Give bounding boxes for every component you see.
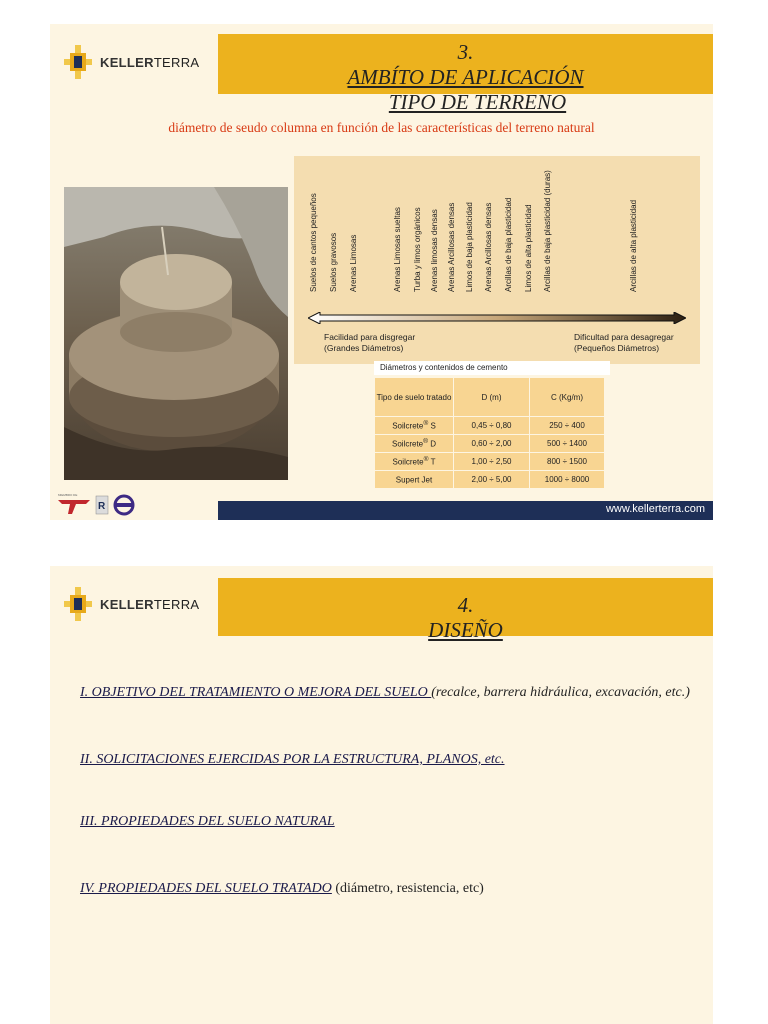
cell-type: Supert Jet bbox=[395, 475, 433, 485]
cell-suffix: S bbox=[428, 421, 436, 431]
soil-label: Arenas Limosas sueltas bbox=[393, 207, 402, 292]
keller-star-icon bbox=[62, 585, 94, 623]
title-text: DISEÑO bbox=[428, 618, 503, 642]
table-row bbox=[375, 471, 605, 489]
soil-label: Turba y limos orgánicos bbox=[413, 207, 422, 292]
soil-types-panel bbox=[294, 156, 700, 364]
list-item bbox=[80, 751, 690, 768]
list-item bbox=[80, 880, 690, 897]
cell-sup: ® bbox=[423, 456, 429, 464]
cell-d: 1,00 ÷ 2,50 bbox=[454, 453, 530, 471]
soil-label: Arenas Arcillosas densas bbox=[447, 202, 456, 292]
title-line-1: AMBÍTO DE APLICACIÓN bbox=[347, 65, 584, 89]
cell-sup: ® bbox=[423, 420, 429, 428]
table-row bbox=[375, 453, 605, 471]
soil-label: Limos de baja plasticidad bbox=[465, 202, 474, 292]
arrow-left-label bbox=[324, 332, 415, 354]
logo-keller: KELLER bbox=[100, 54, 154, 70]
cell-c: 800 ÷ 1500 bbox=[530, 453, 605, 471]
title-number: 3. bbox=[457, 40, 474, 64]
logo-keller: KELLER bbox=[100, 596, 154, 612]
title-line-2: TIPO DE TERRENO bbox=[388, 90, 567, 114]
cell-suffix: T bbox=[428, 457, 436, 467]
gradient-arrow bbox=[308, 312, 686, 324]
logo-terra: TERRA bbox=[153, 54, 200, 70]
svg-text:MIEMBRO DE: MIEMBRO DE bbox=[58, 493, 78, 497]
cell-type: Soilcrete bbox=[391, 439, 424, 449]
cell-sup: ® bbox=[423, 438, 429, 446]
cell-c: 500 ÷ 1400 bbox=[530, 435, 605, 453]
kellerterra-logo bbox=[62, 584, 199, 624]
soil-label: Arcillas de alta plasticidad bbox=[629, 199, 638, 292]
slide-subtitle: diámetro de seudo columna en función de las características del terreno natural bbox=[168, 120, 595, 135]
soil-label: Suelos de cantos pequeños bbox=[309, 193, 318, 292]
soil-label: Arcillas de baja plasticidad bbox=[504, 197, 513, 292]
slide-diseno bbox=[50, 566, 713, 1024]
soil-column-photo bbox=[64, 187, 288, 480]
cell-d: 0,60 ÷ 2,00 bbox=[454, 435, 530, 453]
item-extra: (recalce, barrera hidráulica, excavación, etc.) bbox=[431, 685, 690, 700]
kellerterra-logo bbox=[62, 42, 199, 82]
list-item bbox=[80, 813, 690, 830]
table-header-d: D (m) bbox=[454, 378, 530, 417]
table-header-type: Tipo de suelo tratado bbox=[375, 378, 454, 417]
table-header-c: C (Kg/m) bbox=[530, 378, 605, 417]
table-caption: Diámetros y contenidos de cemento bbox=[374, 361, 610, 375]
cell-type: Soilcrete bbox=[392, 421, 424, 431]
arrow-right-line-2: (Pequeños Diámetros) bbox=[574, 343, 660, 353]
table-row bbox=[375, 435, 605, 453]
soil-label: Arenas Arcillosas densas bbox=[484, 202, 493, 292]
slide-ambito-aplicacion bbox=[50, 24, 713, 520]
list-item bbox=[80, 684, 690, 701]
item-label: IV. PROPIEDADES DEL SUELO TRATADO bbox=[80, 881, 332, 896]
item-label: II. SOLICITACIONES EJERCIDAS POR LA ESTRUCTURA, PLANOS, etc. bbox=[80, 752, 505, 767]
title-number: 4. bbox=[457, 593, 474, 617]
soil-label: Arcillas de baja plasticidad (duras) bbox=[543, 170, 552, 292]
soil-label: Arenas limosas densas bbox=[430, 209, 439, 292]
svg-text:R: R bbox=[98, 501, 106, 512]
cell-type: Soilcrete bbox=[392, 457, 424, 467]
soil-label: Arenas Limosas bbox=[349, 234, 358, 292]
item-label: III. PROPIEDADES DEL SUELO NATURAL bbox=[80, 814, 335, 829]
footer-bar bbox=[218, 501, 713, 520]
logo-terra: TERRA bbox=[153, 596, 200, 612]
arrow-left-line-1: Facilidad para disgregar bbox=[324, 332, 416, 342]
cement-table bbox=[374, 377, 605, 489]
cell-suffix: D bbox=[428, 439, 437, 449]
item-label: I. OBJETIVO DEL TRATAMIENTO O MEJORA DEL SUELO bbox=[80, 685, 432, 700]
title-bar bbox=[218, 578, 713, 642]
cell-d: 0,45 ÷ 0,80 bbox=[454, 417, 530, 435]
cell-d: 2,00 ÷ 5,00 bbox=[454, 471, 530, 489]
arrow-right-line-1: Dificultad para desagregar bbox=[574, 332, 674, 342]
soil-label: Limos de alta plasticidad bbox=[524, 204, 533, 292]
item-extra: (diámetro, resistencia, etc) bbox=[331, 881, 484, 896]
arrow-left-line-2: (Grandes Diámetros) bbox=[324, 343, 404, 353]
arrow-right-label bbox=[574, 332, 674, 354]
cell-c: 250 ÷ 400 bbox=[530, 417, 605, 435]
keller-star-icon bbox=[62, 43, 94, 81]
table-row bbox=[375, 417, 605, 435]
title-bar bbox=[218, 34, 713, 114]
partner-logos bbox=[56, 490, 146, 516]
cell-c: 1000 ÷ 8000 bbox=[530, 471, 605, 489]
footer-url[interactable]: www.kellerterra.com bbox=[605, 503, 705, 515]
soil-label: Suelos gravosos bbox=[329, 232, 338, 292]
